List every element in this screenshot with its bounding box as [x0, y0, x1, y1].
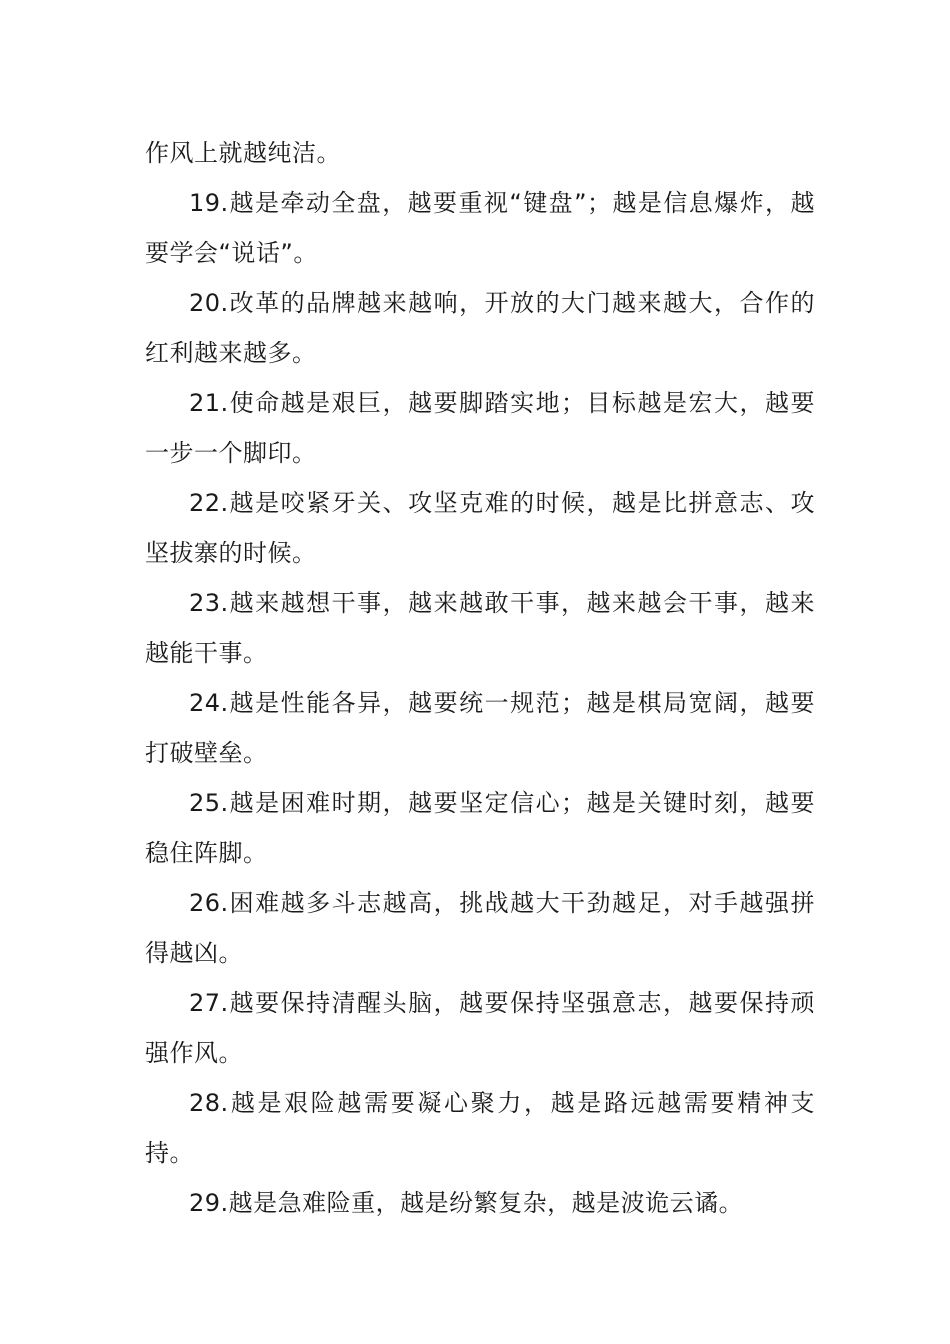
paragraph-item-20: 20.改革的品牌越来越响，开放的大门越来越大，合作的红利越来越多。	[145, 289, 815, 367]
paragraph-item-25: 25.越是困难时期，越要坚定信心；越是关键时刻，越要稳住阵脚。	[145, 789, 815, 867]
paragraph-item-24: 24.越是性能各异，越要统一规范；越是棋局宽阔，越要打破壁垒。	[145, 689, 815, 767]
document-body	[145, 128, 815, 1228]
paragraph-item-29: 29.越是急难险重，越是纷繁复杂，越是波诡云谲。	[189, 1189, 744, 1217]
paragraph-item-19: 19.越是牵动全盘，越要重视“键盘”；越是信息爆炸，越要学会“说话”。	[145, 189, 815, 267]
paragraph-item-22: 22.越是咬紧牙关、攻坚克难的时候，越是比拼意志、攻坚拔寨的时候。	[145, 489, 815, 567]
paragraph-item-28: 28.越是艰险越需要凝心聚力，越是路远越需要精神支持。	[145, 1089, 815, 1167]
paragraph-item-26: 26.困难越多斗志越高，挑战越大干劲越足，对手越强拼得越凶。	[145, 889, 815, 967]
paragraph-item-21: 21.使命越是艰巨，越要脚踏实地；目标越是宏大，越要一步一个脚印。	[145, 389, 815, 467]
paragraph-continuation: 作风上就越纯洁。	[145, 139, 341, 167]
paragraph-item-23: 23.越来越想干事，越来越敢干事，越来越会干事，越来越能干事。	[145, 589, 815, 667]
paragraph-item-27: 27.越要保持清醒头脑，越要保持坚强意志，越要保持顽强作风。	[145, 989, 815, 1067]
